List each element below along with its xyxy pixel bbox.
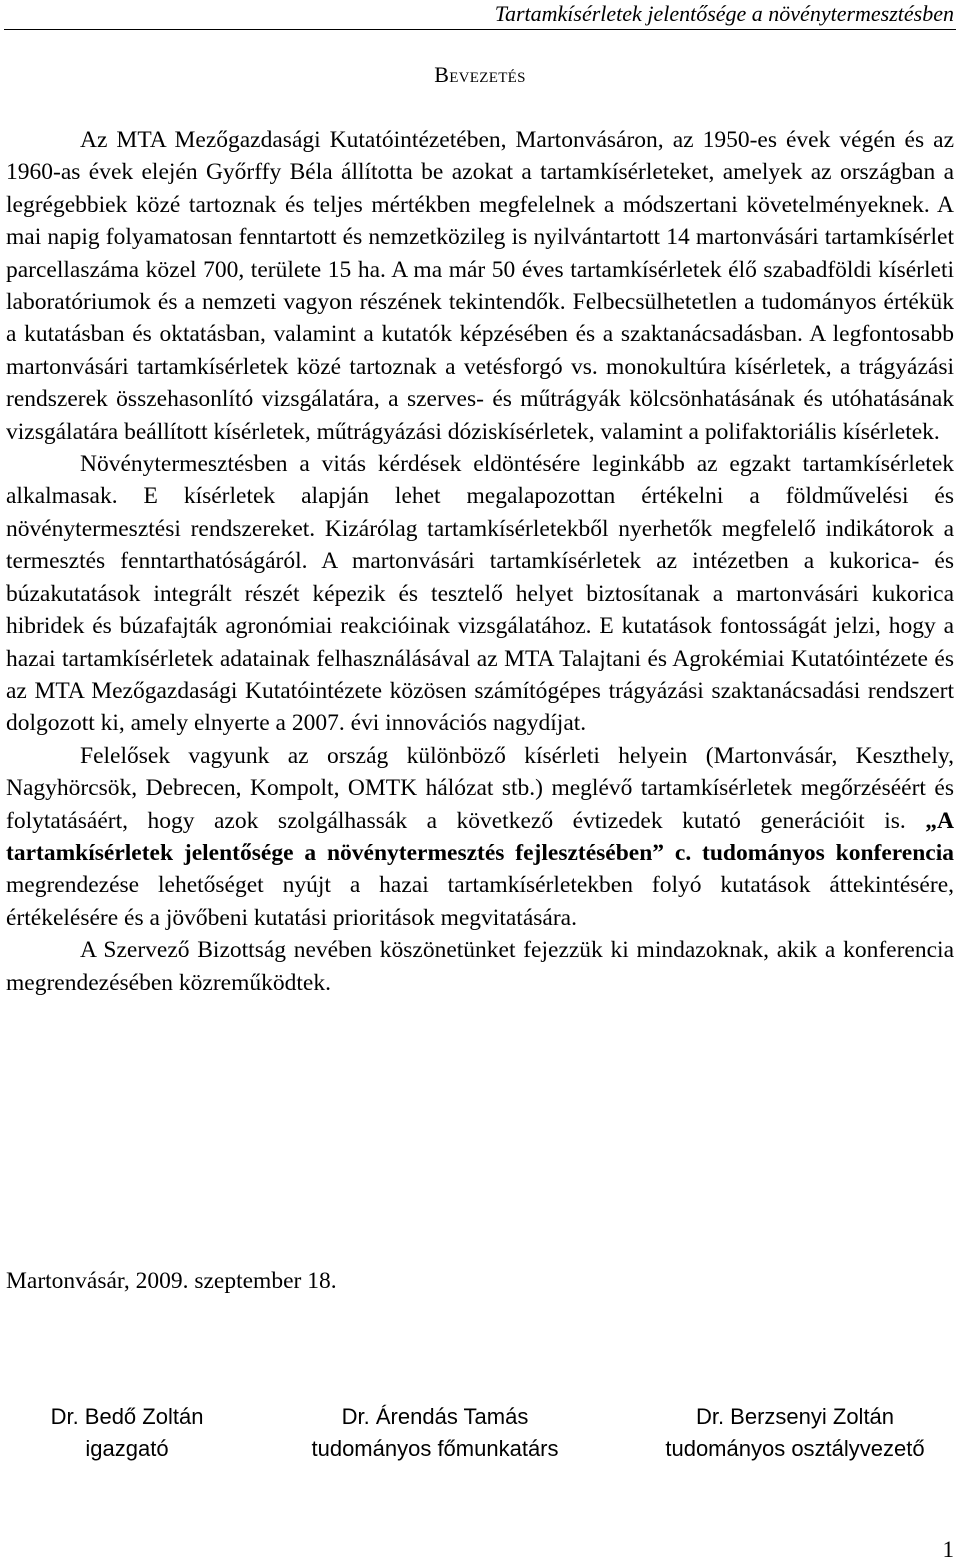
paragraph-4: A Szervező Bizottság nevében köszönetünket fejezzük ki mindazoknak, akik a konferencia megrendezésében közreműködtek. (6, 937, 954, 996)
signature-name: Dr. Berzsenyi Zoltán (695, 1404, 895, 1429)
body-text (6, 124, 954, 999)
paragraph-1: Az MTA Mezőgazdasági Kutatóintézetében, Martonvásáron, az 1950-es évek végén és az 1960-as évek elején Győrffy Béla állította be azokat a tartamkísérleteket, amelyek az országban a legrégebbiek közé tartoznak és teljes mértékben megfelelnek a módszertani követelményeknek. A mai napig folyamatosan fenntartott és nemzetközileg is nyilvántartott 14 martonvásári tartamkísérlet parcellaszáma közel 700, területe 15 ha. A ma már 50 éves tartamkísérletek élő szabadföldi kísérleti laboratóriumok és a nemzeti vagyon részének tekintendők. Felbecsülhetetlen a tudományos értékük a kutatásban és oktatásban, valamint a kutatók képzésében és a szaktanácsadásban. A legfontosabb martonvásári tartamkísérletek közé tartoznak a vetésforgó vs. monokultúra kísérletek, a trágyázási rendszerek összehasonlító vizsgálatára, a szerves- és műtrágyák kölcsönhatásának és utóhatásának vizsgálatára beállított kísérletek, műtrágyázási dóziskísérletek, valamint a polifaktoriális kísérletek. (6, 127, 954, 445)
header-rule (4, 29, 956, 30)
signature-block (0, 1401, 960, 1471)
signature-1 (22, 1401, 232, 1465)
signature-3 (636, 1401, 954, 1465)
signature-name: Dr. Árendás Tamás (341, 1404, 529, 1429)
running-header: Tartamkísérletek jelentősége a növénytermesztésben (494, 1, 954, 26)
signature-name: Dr. Bedő Zoltán (50, 1404, 204, 1429)
signature-title: tudományos főmunkatárs (311, 1436, 559, 1461)
section-title: Bevezetés (434, 62, 526, 87)
paragraph-3 (6, 740, 954, 934)
signature-title: tudományos osztályvezető (665, 1436, 925, 1461)
paragraph-3-outro: megrendezése lehetőséget nyújt a hazai tartamkísérletekben folyó kutatások áttekintésére, értékelésére és a jövőbeni kutatási prioritások megvitatására. (6, 872, 954, 931)
place-date: Martonvásár, 2009. szeptember 18. (6, 1268, 337, 1294)
page-number: 1 (942, 1537, 954, 1562)
paragraph-3-intro: Felelősek vagyunk az ország különböző kísérleti helyein (Martonvásár, Keszthely, Nagyhörcsök, Debrecen, Kompolt, OMTK hálózat stb.) meglévő tartamkísérletek megőrzéséért és folytatásáért, hogy azok szolgálhassák a következő évtizedek kutató generációit is. (6, 742, 954, 834)
signature-2 (276, 1401, 594, 1465)
signature-title: igazgató (85, 1436, 169, 1461)
paragraph-2: Növénytermesztésben a vitás kérdések eldöntésére leginkább az egzakt tartamkísérletek alkalmasak. E kísérletek alapján lehet megalapozottan értékelni a földművelési és növénytermesztési rendszereket. Kizárólag tartamkísérletekből nyerhetők megfelelő indikátorok a termesztés fenntarthatóságáról. A martonvásári tartamkísérletek az intézetben a kukorica- és búzakutatások integrált részét képezik és tesztelő helyet biztosítanak a martonvásári kukorica hibridek és búzafajták agronómiai reakcióinak vizsgálatához. E kutatások fontosságát jelzi, hogy a hazai tartamkísérletek adatainak felhasználásával az MTA Talajtani és Agrokémiai Kutatóintézete és az MTA Mezőgazdasági Kutatóintézete közösen számítógépes trágyázási szaktanácsadási rendszert dolgozott ki, amely elnyerte a 2007. évi innovációs nagydíjat. (6, 451, 954, 737)
conference-title: „A tartamkísérletek jelentősége a növénytermesztés fejlesztésében” c. tudományos konferencia (6, 807, 954, 866)
